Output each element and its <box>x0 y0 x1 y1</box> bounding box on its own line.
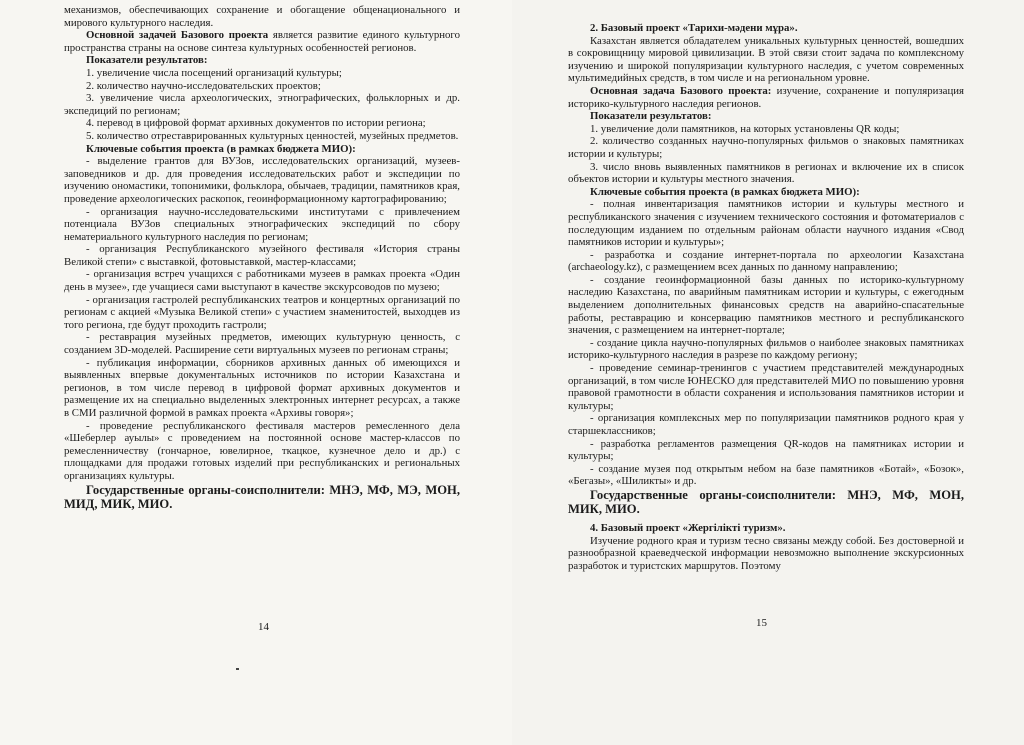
right-task-label: Основная задача Базового проекта: <box>590 84 772 97</box>
left-result-item: 4. перевод в цифровой формат архивных документов по истории региона; <box>86 117 426 130</box>
right-result-item: 3. число вновь выявленных памятников в регионах и включение их в список объектов истории и культуры местного значения. <box>568 160 964 186</box>
left-task-label: Основной задачей Базового проекта <box>86 29 269 42</box>
left-event-item: - проведение республиканского фестиваля мастеров ремесленного дела «Шеберлер ауылы» с проведением на постоянной основе мастер-классов по ремесленничеству (гончарное, ювелирное, ткацкое, кузнечное дело и др.) с площадками для продажи готовых изделий при республиканских и региональных организациях культуры. <box>64 419 460 482</box>
left-task-paragraph <box>64 29 460 54</box>
left-event-item: - организация Республиканского музейного фестиваля «История страны Великой степи» с выставкой, фотовыставкой, мастер-классами; <box>64 243 460 268</box>
right-final-paragraph: Изучение родного края и туризм тесно связаны между собой. Без достоверной и разнообразной краеведческой информации невозможно выполнение экскурсионных разработок и туристских маршрутов. Поэтому <box>568 534 964 572</box>
right-event-item: - проведение семинар-тренингов с участием представителей международных организаций, в том числе ЮНЕСКО для представителей МИО по повышению уровня правовой грамотности в области сохранения и использования памятников истории и культуры; <box>568 362 964 412</box>
right-heading: 2. Базовый проект «Тарихи-мәдени мұра». <box>590 22 798 34</box>
right-result-item: 2. количество созданных научно-популярных фильмов о знаковых памятниках истории и культуры; <box>568 135 964 160</box>
right-intro-paragraph: Казахстан является обладателем уникальных культурных ценностей, вошедших в сокровищницу мировой цивилизации. В этой связи стоит задача по комплексному изучению и широкой популяризации культурного наследия, с учетом современных мультимедийных средств, в том числе и на региональном уровне. <box>568 34 964 85</box>
left-event-item: - публикация информации, сборников архивных данных об имеющихся и выявленных впервые документальных источников по истории Казахстана и регионов, в том числе перевод в цифровой формат архивных документов и размещение их на специально выделенных электронных интернет ресурсах, а также в СМИ различной формой в рамках проекта «Архивы говоря»; <box>64 356 460 419</box>
left-events-title: Ключевые события проекта (в рамках бюджета МИО): <box>86 142 356 155</box>
right-text-column <box>568 22 964 572</box>
left-result-item: 2. количество научно-исследовательских проектов; <box>86 79 321 92</box>
right-event-item: - разработка и создание интернет-портала по археологии Казахстана (archaeology.kz), с размещением всех данных по данному направлению; <box>568 248 964 274</box>
left-event-item: - реставрация музейных предметов, имеющих культурную ценность, с созданием 3D-моделей. Расширение сети виртуальных музеев по регионам страны; <box>64 331 460 357</box>
page-number-right: 15 <box>756 617 767 629</box>
left-event-item: - организация встреч учащихся с работниками музеев в рамках проекта «Один день в музее», где учащиеся сами выступают в качестве экскурсоводов по музею; <box>64 268 460 294</box>
left-results-title: Показатели результатов: <box>86 54 208 67</box>
right-event-item: - создание цикла научно-популярных фильмов о наиболее знаковых памятниках историко-культурного наследия в разрезе по каждому региону; <box>568 336 964 362</box>
left-intro-paragraph: механизмов, обеспечивающих сохранение и обогащение общенационального и мирового культурного наследия. <box>64 4 460 29</box>
right-event-item: - создание геоинформационной базы данных по историко-культурному наследию Казахстана, по аварийным памятникам истории и культуры, с ежегодным выделением дополнительных финансовых средств на аварийно-спасательные работы, реставрацию и консервацию памятников местного и республиканского значения, с размещением на интернет-портале; <box>568 273 964 337</box>
left-text-column <box>64 4 460 511</box>
right-task-paragraph <box>568 85 964 110</box>
left-result-item: 5. количество отреставрированных культурных ценностей, музейных предметов. <box>86 129 459 142</box>
right-event-item: - разработка регламентов размещения QR-кодов на памятниках истории и культуры; <box>568 437 964 463</box>
left-coexecutors: Государственные органы-соисполнители: МНЭ, МФ, МЭ, МОН, МИД, МИК, МИО. <box>64 482 460 511</box>
left-task-text: является развитие единого культурного пространства страны на основе синтеза культурных особенностей регионов. <box>64 29 460 54</box>
right-task-text: изучение, сохранение и популяризация историко-культурного наследия регионов. <box>568 84 965 110</box>
left-result-item: 3. увеличение числа археологических, этнографических, фольклорных и др. экспедиций по регионам; <box>64 92 460 117</box>
left-event-item: - организация гастролей республиканских театров и концертных организаций по регионам с акцией «Музыка Великой степи» с участием знаменитостей, выходцев из того региона, где будут проходить гастроли; <box>64 293 460 331</box>
page-right <box>512 0 1024 745</box>
left-event-item: - выделение грантов для ВУЗов, исследовательских организаций, музеев-заповедников и др. для проведения исследовательских работ и экспедиции по изучению ономастики, топонимики, фольклора, обычаев, традиции, памятников края, проведение археологических раскопок, геоинформационному картографированию; <box>64 155 460 205</box>
right-result-item: 1. увеличение доли памятников, на которых установлены QR коды; <box>590 122 900 135</box>
page-number-left: 14 <box>258 621 269 633</box>
right-event-item: - создание музея под открытым небом на базе памятников «Ботай», «Бозок», «Бегазы», «Шиликты» и др. <box>568 462 964 488</box>
right-event-item: - полная инвентаризация памятников истории и культуры местного и республиканского значения с изучением технического состояния и фотоматериалов с последующим изданием по отдельным районам области научного издания «Свод памятников истории и культуры»; <box>568 198 964 249</box>
right-event-item: - организация комплексных мер по популяризации памятников родного края у старшеклассников; <box>568 412 964 437</box>
right-coexecutors: Государственные органы-соисполнители: МНЭ, МФ, МОН, МИК, МИО. <box>568 487 964 516</box>
right-results-title: Показатели результатов: <box>590 110 712 123</box>
scan-speck <box>236 668 239 670</box>
right-heading-2: 4. Базовый проект «Жергілікті туризм». <box>590 521 786 534</box>
right-events-title: Ключевые события проекта (в рамках бюджета МИО): <box>590 185 860 198</box>
left-result-item: 1. увеличение числа посещений организаций культуры; <box>86 66 342 79</box>
left-event-item: - организация научно-исследовательскими институтами с привлечением потенциала ВУЗов специальных этнографических экспедиций по сбору нематериального культурного наследия по регионам; <box>64 205 460 243</box>
